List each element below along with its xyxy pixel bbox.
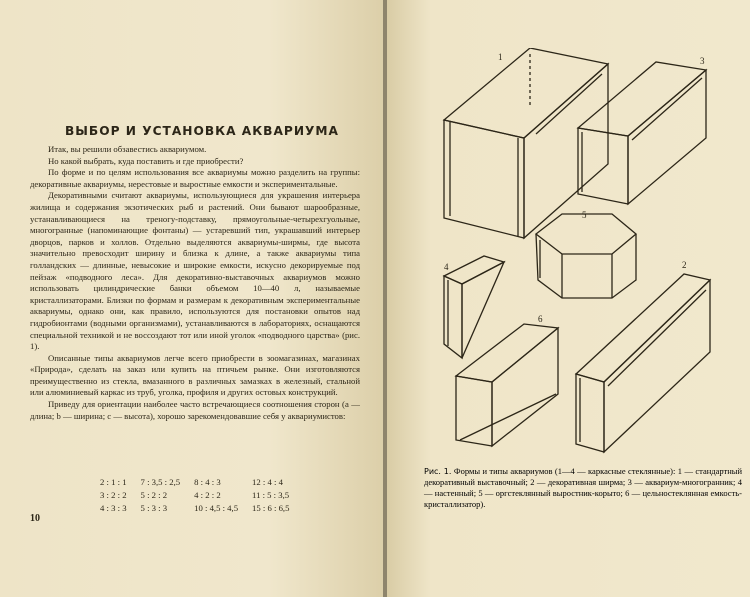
figure-label-1: 1	[498, 52, 503, 62]
ratio-cell: 7 : 3,5 : 2,5	[140, 477, 181, 487]
aquarium-4-drawing	[444, 256, 504, 358]
ratio-cell: 5 : 2 : 2	[140, 490, 168, 500]
ratio-row	[100, 476, 303, 489]
ratio-row	[100, 489, 303, 502]
ratio-cell: 3 : 2 : 2	[100, 490, 127, 500]
aquarium-6-drawing	[456, 324, 558, 446]
ratio-cell: 12 : 4 : 4	[252, 477, 283, 487]
aquarium-figure	[432, 48, 728, 460]
caption-text: Формы и типы аквариумов (1—4 — каркасные стеклянные): 1 — стандартный декоративный выставочный; 2 — декоративная ширма; 3 — аквариум-многогранник; 4 — настенный; 5 — оргстеклянный выростник-корыто; 6 — цельностеклянная емкость-кристаллизатор).	[424, 466, 743, 509]
paragraph: Декоративными считают аквариумы, использующиеся для украшения интерьера жилища и содержания экзотических рыб и растений. Они бывают шарообразные, устанавливающиеся на треногу-подставку, прямоугольные-четырехгуольные, многогранные (напоминающие фонтаны) — устаревший тип, украшавший интерьер дворцов, парков и холлов. Отдельно выделяются аквариумы-ширмы, где высота значительно превосходит ширину и близка к длине, а также аквариумы типа голландских — длинные, невысокие и широкие емкости, искусно декорируемые под пейзаж «подводного леса». Для декоративно-выставочных аквариумов можно использовать цилиндрические банки объемом 10—40 л, называемые кристаллизаторами. Близки по формам и размерам к декоративным экспериментальные аквариумы, однако они, как правило, используются для постановки опытов над гидробионтами (водными организмами), устанавливаются в лабораториях, оснащаются специальной техникой и не воссоздают тот или иной уголок «подводного царства» (рис. 1).	[30, 190, 360, 352]
figure-label-6: 6	[538, 314, 543, 324]
paragraph: По форме и по целям использования все аквариумы можно разделить на группы: декоративные аквариумы, нерестовые и выростные емкости и экспериментальные.	[30, 167, 360, 189]
figure-label-5: 5	[582, 210, 587, 220]
page-number: 10	[30, 513, 40, 524]
paragraph: Приведу для ориентации наиболее часто встречающиеся соотношения сторон (a — длина; b — ширина; c — высота), хорошо зарекомендовавшие себя у аквариумистов:	[30, 399, 360, 421]
body-text	[30, 144, 360, 422]
figure-label-2: 2	[682, 260, 687, 270]
paragraph: Описанные типы аквариумов легче всего приобрести в зоомагазинах, магазинах «Природа», сделать на заказ или купить на птичьем рынке. Они изготовляются преимущественно из стекла, вмазанного в различных замазках в железный, стальной или алюминиевый каркас из труб, уголка, профиля и других остовых конструкций.	[30, 352, 360, 398]
aquarium-5-drawing	[536, 214, 636, 298]
paragraph: Но какой выбрать, куда поставить и где приобрести?	[48, 155, 244, 166]
ratio-cell: 10 : 4,5 : 4,5	[194, 503, 239, 513]
aquarium-illustration	[432, 48, 728, 460]
ratio-table	[100, 476, 330, 515]
ratio-cell: 8 : 4 : 3	[194, 477, 221, 487]
ratio-cell: 2 : 1 : 1	[100, 477, 127, 487]
figure-label-4: 4	[444, 262, 449, 272]
aquarium-3-drawing	[578, 62, 706, 204]
ratio-cell: 11 : 5 : 3,5	[252, 490, 290, 500]
ratio-row	[100, 502, 303, 515]
chapter-title: ВЫБОР И УСТАНОВКА АКВАРИУМА	[65, 124, 339, 138]
caption-lead: Рис. 1.	[424, 467, 452, 476]
figure-caption	[424, 466, 742, 510]
ratio-cell: 15 : 6 : 6,5	[252, 503, 290, 513]
ratio-cell: 4 : 3 : 3	[100, 503, 127, 513]
ratio-cell: 5 : 3 : 3	[140, 503, 168, 513]
aquarium-2-drawing	[576, 274, 710, 452]
ratio-cell: 4 : 2 : 2	[194, 490, 221, 500]
paragraph: Итак, вы решили обзавестись аквариумом.	[48, 144, 207, 154]
figure-label-3-top: 3	[700, 56, 705, 66]
